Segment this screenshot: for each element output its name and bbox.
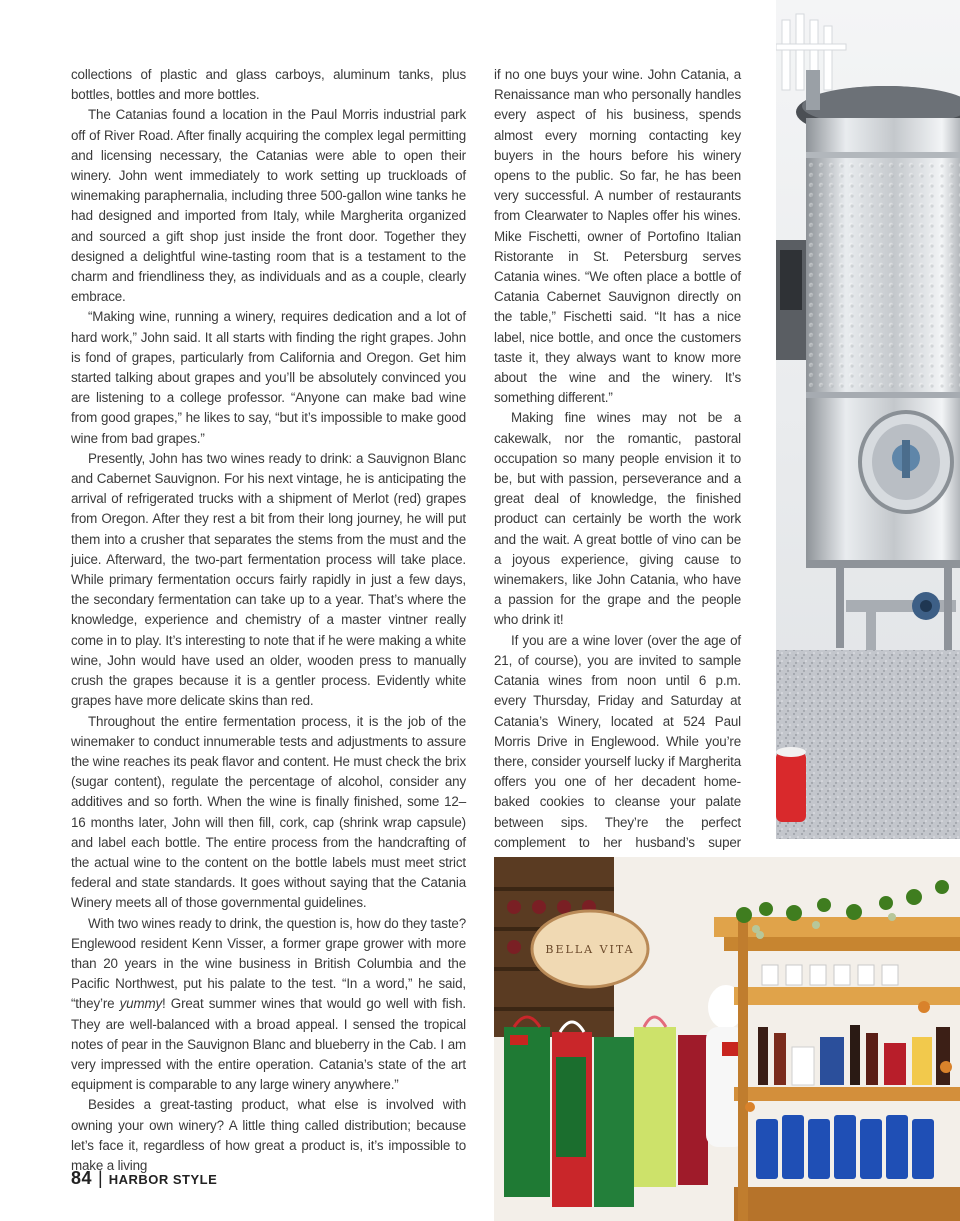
article-column-left [71,65,466,1176]
paragraph-text: If you are a wine lover (over the age of 21, of course), you are invited to sample Catania wines from noon until 6 p.m. every Thursday, Friday and Saturday at Catania’s Winery, located at 524 Paul Morris Drive in Englewood. While you’re there, consider yourself lucky if Margherita offers you one of her decadent home-baked cookies to cleanse your palate between sips. They’re the perfect complement to her husband’s super [494,632,741,850]
publication-name: HARBOR STYLE [108,1172,218,1187]
paragraph [494,631,741,894]
emphasis-text: yummy [119,996,163,1012]
gift-shop-photo [494,857,960,1221]
paragraph-text: ! Great summer wines that would go well with fish. They are well-balanced with a broad appeal. I sensed the tropical notes of pear in the Sauvignon Blanc and blueberry in the Cab. I am very impressed with the entire operation. Catania’s state of the art equipment is comparable to any large winery anywhere.” [71,996,466,1093]
paragraph: Presently, John has two wines ready to drink: a Sauvignon Blanc and Cabernet Sauvignon. For his next vintage, he is anticipating the arrival of refrigerated trucks with a shipment of Merlot (red) grapes from Oregon. After they rest a bit from their long journey, he will put them into a crusher that separates the stems from the must and the juice. Afterward, the two-part fermentation process will take place. While primary fermentation occurs fairly rapidly in just a few days, the secondary fermentation can take up to a year. That’s where the knowledge, experience and chemistry of a master vintner really come in to play. It’s interesting to note that if he were making a white wine, John would have used an older, wooden press to manually crush the grapes because it is a gentler process. Evidently white grapes have more delicate skins than red. [71,450,466,709]
page-footer [71,1168,217,1189]
paragraph: if no one buys your wine. John Catania, a Renaissance man who personally handles every aspect of his business, spends almost every morning contacting key buyers in the hours before his winery opens to the public. So far, he has been very successful. A number of restaurants from Clearwater to Naples offer his wines. Mike Fischetti, owner of Portofino Italian Ristorante in St. Petersburg serves Catania wines. “We often place a bottle of Catania Cabernet Sauvignon directly on the table,” Fischetti said. “It has a nice label, nice bottle, and once the customers taste it, they always want to know more about the wine and the winery. It’s something different.” [494,67,741,406]
paragraph: Making fine wines may not be a cakewalk, nor the romantic, pastoral occupation so many people envision it to be, but with passion, perseverance and a great deal of knowledge, the finished product can certainly be worth the work and the wait. A great bottle of vino can be a joyous experience, giving cause to winemakers, like John Catania, who have a passion for the grape and the people who drink it! [494,410,741,628]
wine-tank-illustration [776,0,960,839]
shop-sign-text: BELLA VITA [545,943,635,956]
article-column-right [494,65,741,893]
gift-shop-illustration [494,857,960,1221]
folio-separator: | [98,1168,103,1188]
paragraph: “Making wine, running a winery, requires dedication and a lot of hard work,” John said. It all starts with finding the right grapes. John is fond of grapes, particularly from California and Oregon. Get him started talking about grapes and you’ll be absolutely convinced you are listening to a college professor. “Anyone can make bad wine from good grapes,” he likes to say, “but it’s impossible to make good wine from bad grapes.” [71,309,466,446]
paragraph: The Catanias found a location in the Paul Morris industrial park off of River Road. After finally acquiring the complex legal permitting and licensing necessary, the Catanias were able to open their winery. John went immediately to work setting up truckloads of winemaking paraphernalia, including three 500-gallon wine tanks he had designed and imported from Italy, while Margherita organized and sourced a gift shop just inside the front door. Together they designed a delightful wine-tasting room that is a testament to the charm and friendliness they, as individuals and as a couple, clearly embrace. [71,107,466,305]
paragraph: Throughout the entire fermentation process, it is the job of the winemaker to conduct innumerable tests and adjustments to assure the wine reaches its peak flavor and content. He must check the brix (sugar content), regulate the percentage of alcohol, consider any additives and so forth. When the wine is finally finished, some 12–16 months later, John will then fill, cork, cap (shrink wrap capsule) and label each bottle. The entire process from the handcrafting of the actual wine to the content on the bottle labels must meet strict federal and state standards. It goes without saying that the Catania Winery meets all of those governmental guidelines. [71,713,466,911]
wine-tank-photo [776,0,960,839]
paragraph: Besides a great-tasting product, what else is involved with owning your own winery? A little thing called distribution; because let’s face it, regardless of how great a product is, it’s impossible to make a living [71,1097,466,1173]
paragraph [71,914,466,1096]
paragraph-text: With two wines ready to drink, the question is, how do they taste? Englewood resident Kenn Visser, a former grape grower with more than 20 years in the wine business in British Columbia and the Pacific Northwest, put his palate to the test. “In a word,” he said, “they’re [71,915,466,1012]
page-number: 84 [71,1168,93,1188]
paragraph: collections of plastic and glass carboys, aluminum tanks, plus bottles, bottles and more bottles. [71,67,466,103]
